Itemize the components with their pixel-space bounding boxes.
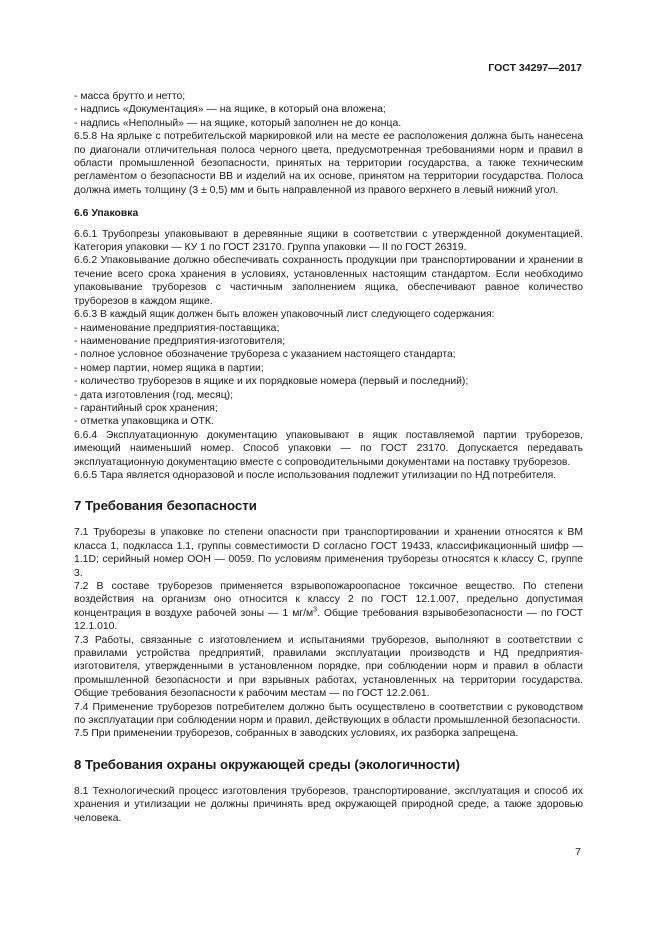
list-item: - масса брутто и нетто; <box>74 91 186 102</box>
paragraph-7-3: 7.3 Работы, связанные с изготовлением и испытаниями труборезов, выполняют в соответствии с правилами устройства предприятий, правилами эксплуатации производств и НД предприятия-изготовителя, утвержденными в установленном порядке, при соблюдении норм и правил в области промышленной безопасности и при взрывных работах, установленных на территории государства. Общие требования безопасности к рабочим местам — по ГОСТ 12.2.061. <box>74 634 583 700</box>
paragraph-7-1: 7.1 Труборезы в упаковке по степени опасности при транспортировании и хранении относятся к ВМ класса 1, подкласса 1.1, группы совместимости D согласно ГОСТ 19433, классификационный шифр — 1.1D; серийный номер ООН — 0059. По условиям применения труборезы относятся к классу С, группе 3. <box>74 527 583 579</box>
paragraph-7-4: 7.4 Применение труборезов потребителем должно быть осуществлено в соответствии с руководством по эксплуатации при соблюдении норм и правил, действующих в области промышленной безопасности. <box>74 701 583 727</box>
paragraph-6-6-1: 6.6.1 Трубопрезы упаковывают в деревянные ящики в соответствии с утвержденной документацией. Категория упаковки — КУ 1 по ГОСТ 23170. Группа упаковки — II по ГОСТ 26319. <box>74 228 583 254</box>
page-number: 7 <box>575 846 581 858</box>
paragraph-8-1: 8.1 Технологический процесс изготовления труборезов, транспортирование, эксплуатация и способ их хранения и утилизации не должны причинять вред окружающей природной среде, а также здоровью человека. <box>74 785 583 824</box>
list-item: - наименование предприятия-изготовителя; <box>74 335 286 347</box>
paragraph-7-2-part-a: 7.2 В составе труборезов применяется взрывопожароопасное токсичное вещество. По степени воздействия на организм оно относится к классу 2 по ГОСТ 12.1.007, предельно допустимая концентрация в воздухе рабочей зоны — 1 мг/м <box>74 581 583 619</box>
subsection-heading-6-6: 6.6 Упаковка <box>74 208 139 220</box>
list-item: - гарантийный срок хранения; <box>74 402 218 414</box>
paragraph-6-6-5: 6.6.5 Тара является одноразовой и после использования подлежит утилизации по НД потребителя. <box>74 469 557 481</box>
section-heading-7: 7 Требования безопасности <box>74 498 257 514</box>
paragraph-6-6-4: 6.6.4 Эксплуатационную документацию упаковывают в ящик поставляемой партии труборезов, имеющий наименьший номер. Способ упаковки — по ГОСТ 23170. Допускается передавать эксплуатационную документацию вместе с сопроводительными документами на поставку труборезов. <box>74 429 583 468</box>
document-header: ГОСТ 34297—2017 <box>488 62 582 74</box>
paragraph-7-2-part-b: . Общие требования взрывобезопасности — по ГОСТ 12.1.010. <box>74 607 583 633</box>
list-item: - наименование предприятия-поставщика; <box>74 322 280 334</box>
document-body <box>74 90 583 825</box>
list-item: - количество труборезов в ящике и их порядковые номера (первый и последний); <box>74 376 469 388</box>
paragraph-7-5: 7.5 При применении труборезов, собранных в заводских условиях, их разборка запрещена. <box>74 728 519 740</box>
paragraph-6-5-8: 6.5.8 На ярлыке с потребительской маркировкой или на месте ее расположения должна быть нанесена по диагонали отличительная полоса черного цвета, предусмотренная требованиями норм и правил в области промышленной безопасности, принятых на территории государства, а также техническим регламентом о безопасности ВВ и изделий на их основе, принятом на территории государства. Полоса должна иметь толщину (3 ± 0,5) мм и быть направленной из правого верхнего в левый нижний угол. <box>74 131 583 196</box>
list-item: - надпись «Документация» — на ящике, в который она вложена; <box>74 104 386 116</box>
paragraph-7-2 <box>74 580 583 634</box>
list-item: - надпись «Неполный» — на ящике, который заполнен не до конца. <box>74 117 402 129</box>
paragraph-6-6-3: 6.6.3 В каждый ящик должен быть вложен упаковочный лист следующего содержания: <box>74 309 495 321</box>
superscript: 3 <box>313 606 318 614</box>
list-item: - отметка упаковщика и ОТК. <box>74 416 214 428</box>
section-heading-8: 8 Требования охраны окружающей среды (экологичности) <box>74 756 460 772</box>
list-item: - дата изготовления (год, месяц); <box>74 389 233 401</box>
list-item: - номер партии, номер ящика в партии; <box>74 362 264 374</box>
list-item: - полное условное обозначение трубореза с указанием настоящего стандарта; <box>74 349 456 361</box>
paragraph-6-6-2: 6.6.2 Упаковывание должно обеспечивать сохранность продукции при транспортировании и хранении в течение всего срока хранения в условиях, установленных настоящим стандартом. Если необходимо упаковывание труборезов с частичным заполнением ящика, обеспечивают равное количество труборезов в каждом ящике. <box>74 255 583 307</box>
